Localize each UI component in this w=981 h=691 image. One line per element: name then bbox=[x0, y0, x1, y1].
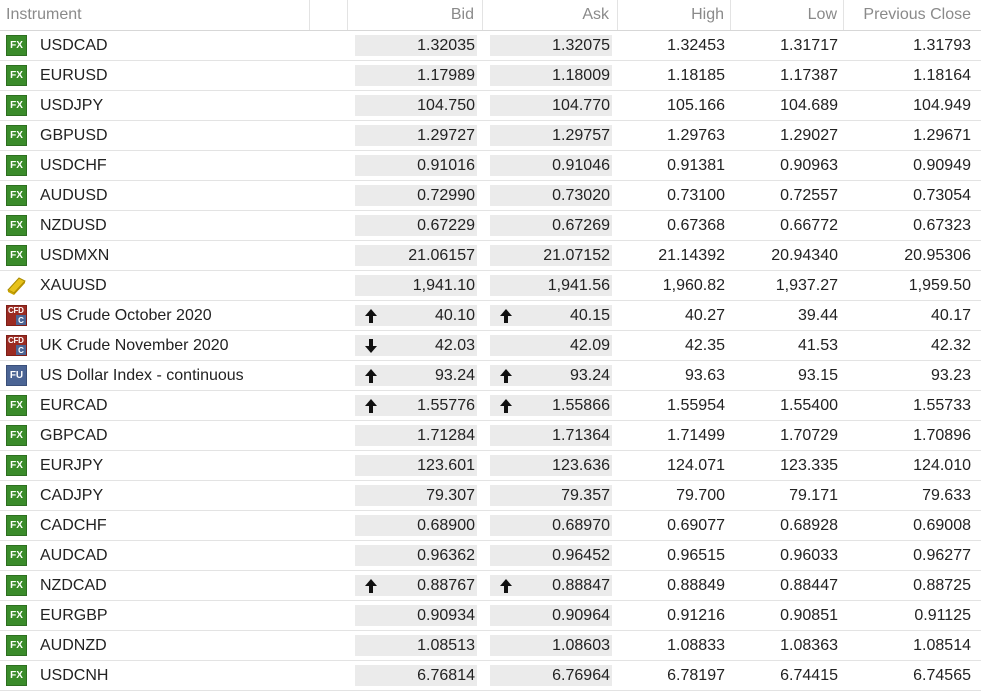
low-cell: 1.31717 bbox=[780, 36, 838, 54]
blank-cell bbox=[310, 421, 348, 450]
bid-cell[interactable] bbox=[348, 631, 483, 660]
instrument-cell bbox=[0, 121, 310, 150]
ask-value: 1.18009 bbox=[552, 66, 610, 84]
fx-icon: FX bbox=[6, 185, 27, 206]
bid-value: 0.72990 bbox=[417, 186, 475, 204]
instrument-cell bbox=[0, 271, 310, 300]
bid-cell[interactable] bbox=[348, 181, 483, 210]
ask-value: 1.55866 bbox=[552, 396, 610, 414]
instrument-cell bbox=[0, 601, 310, 630]
table-row[interactable] bbox=[0, 241, 981, 271]
bid-value: 0.90934 bbox=[417, 606, 475, 624]
low-cell: 0.68928 bbox=[780, 516, 838, 534]
previous-close-cell: 1.70896 bbox=[913, 426, 971, 444]
ask-cell[interactable] bbox=[483, 271, 618, 300]
fx-icon: FX bbox=[6, 215, 27, 236]
col-header-previous-close[interactable]: Previous Close bbox=[863, 6, 971, 23]
table-row[interactable] bbox=[0, 631, 981, 661]
bid-cell[interactable] bbox=[348, 601, 483, 630]
previous-close-cell: 124.010 bbox=[913, 456, 971, 474]
blank-cell bbox=[310, 571, 348, 600]
table-row[interactable] bbox=[0, 151, 981, 181]
table-row[interactable] bbox=[0, 271, 981, 301]
fx-icon: FX bbox=[6, 455, 27, 476]
previous-close-cell: 0.69008 bbox=[913, 516, 971, 534]
ask-cell[interactable] bbox=[483, 31, 618, 60]
ask-value: 1.29757 bbox=[552, 126, 610, 144]
arrow-up-icon bbox=[500, 391, 512, 420]
bid-cell[interactable] bbox=[348, 241, 483, 270]
bid-cell[interactable] bbox=[348, 541, 483, 570]
ask-cell[interactable] bbox=[483, 331, 618, 360]
ask-value: 0.67269 bbox=[552, 216, 610, 234]
instrument-name[interactable]: USDCAD bbox=[40, 36, 108, 54]
high-cell: 40.27 bbox=[684, 306, 725, 324]
high-cell: 21.14392 bbox=[658, 246, 725, 264]
bid-value: 0.67229 bbox=[417, 216, 475, 234]
instrument-name[interactable]: US Crude October 2020 bbox=[40, 306, 212, 324]
ask-cell[interactable] bbox=[483, 571, 618, 600]
bid-value: 21.06157 bbox=[408, 246, 475, 264]
ask-value: 0.90964 bbox=[552, 606, 610, 624]
blank-cell bbox=[310, 241, 348, 270]
arrow-up-icon bbox=[500, 301, 512, 330]
high-cell: 1.08833 bbox=[667, 636, 725, 654]
ask-value: 1,941.56 bbox=[547, 276, 610, 294]
instrument-name[interactable]: UK Crude November 2020 bbox=[40, 336, 229, 354]
blank-cell bbox=[310, 391, 348, 420]
high-cell: 1,960.82 bbox=[662, 276, 725, 294]
cfd-icon-sublabel: C bbox=[16, 345, 26, 355]
previous-close-cell: 1.31793 bbox=[913, 36, 971, 54]
col-header-bid[interactable]: Bid bbox=[348, 0, 483, 30]
instrument-name[interactable]: USDMXN bbox=[40, 246, 110, 264]
col-header-blank bbox=[310, 0, 348, 30]
instrument-name[interactable]: AUDCAD bbox=[40, 546, 108, 564]
instrument-cell bbox=[0, 661, 310, 690]
blank-cell bbox=[310, 361, 348, 390]
high-cell: 93.63 bbox=[684, 366, 725, 384]
bid-cell[interactable] bbox=[348, 331, 483, 360]
table-row[interactable] bbox=[0, 511, 981, 541]
table-row[interactable] bbox=[0, 451, 981, 481]
fx-icon: FX bbox=[6, 35, 27, 56]
instrument-cell bbox=[0, 31, 310, 60]
bid-cell[interactable] bbox=[348, 91, 483, 120]
bid-value: 123.601 bbox=[417, 456, 475, 474]
instrument-cell bbox=[0, 151, 310, 180]
fx-icon: FX bbox=[6, 125, 27, 146]
bid-cell[interactable] bbox=[348, 421, 483, 450]
bid-value: 104.750 bbox=[417, 96, 475, 114]
instrument-name[interactable]: AUDUSD bbox=[40, 186, 108, 204]
fx-icon: FX bbox=[6, 155, 27, 176]
previous-close-cell: 0.88725 bbox=[913, 576, 971, 594]
high-cell: 0.73100 bbox=[667, 186, 725, 204]
low-cell: 0.72557 bbox=[780, 186, 838, 204]
ask-cell[interactable] bbox=[483, 601, 618, 630]
table-row[interactable] bbox=[0, 91, 981, 121]
cfd-icon-sublabel: C bbox=[16, 315, 26, 325]
instrument-cell bbox=[0, 631, 310, 660]
low-cell: 1.08363 bbox=[780, 636, 838, 654]
bid-value: 0.96362 bbox=[417, 546, 475, 564]
instrument-name[interactable]: AUDNZD bbox=[40, 636, 107, 654]
ask-value: 0.96452 bbox=[552, 546, 610, 564]
ask-value: 40.15 bbox=[569, 306, 610, 324]
ask-value: 6.76964 bbox=[552, 666, 610, 684]
ask-cell[interactable] bbox=[483, 391, 618, 420]
cfd-icon-label: CFD bbox=[8, 306, 24, 315]
bid-cell[interactable] bbox=[348, 151, 483, 180]
previous-close-cell: 1,959.50 bbox=[908, 276, 971, 294]
blank-cell bbox=[310, 331, 348, 360]
ask-value: 93.24 bbox=[569, 366, 610, 384]
table-row[interactable] bbox=[0, 661, 981, 691]
table-row[interactable] bbox=[0, 361, 981, 391]
cfd-icon bbox=[6, 305, 27, 326]
table-row[interactable] bbox=[0, 331, 981, 361]
ask-cell[interactable] bbox=[483, 91, 618, 120]
bid-cell[interactable] bbox=[348, 301, 483, 330]
table-row[interactable] bbox=[0, 301, 981, 331]
previous-close-cell: 0.90949 bbox=[913, 156, 971, 174]
previous-close-cell: 42.32 bbox=[930, 336, 971, 354]
instrument-cell bbox=[0, 91, 310, 120]
instrument-name[interactable]: USDJPY bbox=[40, 96, 104, 114]
col-header-instrument[interactable]: Instrument bbox=[0, 0, 310, 30]
futures-icon: FU bbox=[6, 365, 27, 386]
ask-cell[interactable] bbox=[483, 151, 618, 180]
blank-cell bbox=[310, 481, 348, 510]
high-cell: 124.071 bbox=[667, 456, 725, 474]
low-cell: 0.96033 bbox=[780, 546, 838, 564]
table-row[interactable] bbox=[0, 61, 981, 91]
table-row[interactable] bbox=[0, 571, 981, 601]
high-cell: 0.69077 bbox=[667, 516, 725, 534]
instrument-cell bbox=[0, 421, 310, 450]
high-cell: 0.67368 bbox=[667, 216, 725, 234]
ask-value: 0.73020 bbox=[552, 186, 610, 204]
ask-cell[interactable] bbox=[483, 361, 618, 390]
high-cell: 105.166 bbox=[667, 96, 725, 114]
fx-icon: FX bbox=[6, 575, 27, 596]
fx-icon: FX bbox=[6, 485, 27, 506]
bid-value: 93.24 bbox=[434, 366, 475, 384]
blank-cell bbox=[310, 271, 348, 300]
instrument-cell bbox=[0, 571, 310, 600]
previous-close-cell: 20.95306 bbox=[904, 246, 971, 264]
bid-cell[interactable] bbox=[348, 571, 483, 600]
instrument-cell bbox=[0, 391, 310, 420]
fx-icon: FX bbox=[6, 425, 27, 446]
instrument-name[interactable]: NZDCAD bbox=[40, 576, 107, 594]
instrument-name[interactable]: GBPCAD bbox=[40, 426, 108, 444]
high-cell: 1.32453 bbox=[667, 36, 725, 54]
ask-value: 0.88847 bbox=[552, 576, 610, 594]
previous-close-cell: 40.17 bbox=[930, 306, 971, 324]
bid-value: 1.71284 bbox=[417, 426, 475, 444]
high-cell: 1.18185 bbox=[667, 66, 725, 84]
instrument-cell bbox=[0, 241, 310, 270]
arrow-up-icon bbox=[365, 361, 377, 390]
high-cell: 1.71499 bbox=[667, 426, 725, 444]
ask-cell[interactable] bbox=[483, 631, 618, 660]
previous-close-cell: 79.633 bbox=[922, 486, 971, 504]
low-cell: 79.171 bbox=[789, 486, 838, 504]
blank-cell bbox=[310, 211, 348, 240]
ask-cell[interactable] bbox=[483, 451, 618, 480]
low-cell: 6.74415 bbox=[780, 666, 838, 684]
arrow-down-icon bbox=[365, 331, 377, 360]
table-row[interactable] bbox=[0, 541, 981, 571]
previous-close-cell: 0.73054 bbox=[913, 186, 971, 204]
previous-close-cell: 6.74565 bbox=[913, 666, 971, 684]
low-cell: 1.29027 bbox=[780, 126, 838, 144]
ask-cell[interactable] bbox=[483, 421, 618, 450]
arrow-up-icon bbox=[365, 301, 377, 330]
ask-value: 123.636 bbox=[552, 456, 610, 474]
low-cell: 104.689 bbox=[780, 96, 838, 114]
fx-icon: FX bbox=[6, 395, 27, 416]
previous-close-cell: 0.91125 bbox=[914, 606, 971, 624]
previous-close-cell: 104.949 bbox=[913, 96, 971, 114]
ask-cell[interactable] bbox=[483, 511, 618, 540]
instrument-cell bbox=[0, 541, 310, 570]
low-cell: 41.53 bbox=[797, 336, 838, 354]
bid-cell[interactable] bbox=[348, 451, 483, 480]
fx-icon: FX bbox=[6, 635, 27, 656]
high-cell: 42.35 bbox=[684, 336, 725, 354]
high-cell: 6.78197 bbox=[667, 666, 725, 684]
blank-cell bbox=[310, 31, 348, 60]
low-cell: 20.94340 bbox=[771, 246, 838, 264]
gold-bar-icon bbox=[6, 275, 27, 296]
table-row[interactable] bbox=[0, 481, 981, 511]
low-cell: 1.55400 bbox=[780, 396, 838, 414]
fx-icon: FX bbox=[6, 95, 27, 116]
ask-value: 1.71364 bbox=[552, 426, 610, 444]
fx-icon: FX bbox=[6, 665, 27, 686]
bid-cell[interactable] bbox=[348, 121, 483, 150]
blank-cell bbox=[310, 121, 348, 150]
fx-icon: FX bbox=[6, 65, 27, 86]
previous-close-cell: 1.18164 bbox=[913, 66, 971, 84]
instrument-cell bbox=[0, 511, 310, 540]
instrument-name[interactable]: EURUSD bbox=[40, 66, 108, 84]
low-cell: 1,937.27 bbox=[775, 276, 838, 294]
arrow-up-icon bbox=[365, 391, 377, 420]
bid-cell[interactable] bbox=[348, 391, 483, 420]
bid-cell[interactable] bbox=[348, 361, 483, 390]
previous-close-cell: 0.96277 bbox=[913, 546, 971, 564]
cfd-icon-label: CFD bbox=[8, 336, 24, 345]
high-cell: 0.91216 bbox=[667, 606, 725, 624]
previous-close-cell: 1.08514 bbox=[913, 636, 971, 654]
high-cell: 79.700 bbox=[676, 486, 725, 504]
table-row[interactable] bbox=[0, 211, 981, 241]
table-row[interactable] bbox=[0, 121, 981, 151]
bid-value: 1.17989 bbox=[417, 66, 475, 84]
blank-cell bbox=[310, 541, 348, 570]
instrument-name[interactable]: XAUUSD bbox=[40, 276, 107, 294]
instrument-name[interactable]: NZDUSD bbox=[40, 216, 107, 234]
instrument-cell bbox=[0, 331, 310, 360]
low-cell: 0.90851 bbox=[780, 606, 838, 624]
ask-value: 104.770 bbox=[552, 96, 610, 114]
previous-close-cell: 93.23 bbox=[930, 366, 971, 384]
bid-value: 1.55776 bbox=[417, 396, 475, 414]
high-cell: 1.55954 bbox=[667, 396, 725, 414]
table-body bbox=[0, 31, 981, 691]
ask-cell[interactable] bbox=[483, 121, 618, 150]
bid-cell[interactable] bbox=[348, 271, 483, 300]
ask-cell[interactable] bbox=[483, 211, 618, 240]
fx-icon: FX bbox=[6, 605, 27, 626]
instrument-cell bbox=[0, 481, 310, 510]
ask-value: 1.08603 bbox=[552, 636, 610, 654]
blank-cell bbox=[310, 151, 348, 180]
low-cell: 1.70729 bbox=[780, 426, 838, 444]
instrument-name[interactable]: US Dollar Index - continuous bbox=[40, 366, 244, 384]
low-cell: 0.90963 bbox=[780, 156, 838, 174]
previous-close-cell: 1.55733 bbox=[913, 396, 971, 414]
col-header-ask[interactable]: Ask bbox=[483, 0, 618, 30]
ask-value: 42.09 bbox=[569, 336, 610, 354]
table-row[interactable] bbox=[0, 391, 981, 421]
bid-value: 1.08513 bbox=[417, 636, 475, 654]
instrument-name[interactable]: CADCHF bbox=[40, 516, 107, 534]
blank-cell bbox=[310, 601, 348, 630]
instrument-cell bbox=[0, 361, 310, 390]
table-row[interactable] bbox=[0, 601, 981, 631]
blank-cell bbox=[310, 631, 348, 660]
ask-value: 79.357 bbox=[561, 486, 610, 504]
low-cell: 0.88447 bbox=[780, 576, 838, 594]
bid-value: 42.03 bbox=[434, 336, 475, 354]
instrument-cell bbox=[0, 451, 310, 480]
instrument-name[interactable]: EURGBP bbox=[40, 606, 108, 624]
ask-value: 21.07152 bbox=[543, 246, 610, 264]
high-cell: 0.91381 bbox=[667, 156, 725, 174]
blank-cell bbox=[310, 451, 348, 480]
cfd-icon bbox=[6, 335, 27, 356]
table-row[interactable] bbox=[0, 31, 981, 61]
low-cell: 0.66772 bbox=[780, 216, 838, 234]
ask-cell[interactable] bbox=[483, 301, 618, 330]
ask-cell[interactable] bbox=[483, 181, 618, 210]
arrow-up-icon bbox=[500, 361, 512, 390]
bid-value: 1.29727 bbox=[417, 126, 475, 144]
instrument-name[interactable]: EURCAD bbox=[40, 396, 108, 414]
high-cell: 1.29763 bbox=[667, 126, 725, 144]
bid-value: 0.91016 bbox=[417, 156, 475, 174]
low-cell: 39.44 bbox=[797, 306, 838, 324]
bid-value: 40.10 bbox=[434, 306, 475, 324]
bid-value: 0.68900 bbox=[417, 516, 475, 534]
previous-close-cell: 1.29671 bbox=[913, 126, 971, 144]
blank-cell bbox=[310, 181, 348, 210]
high-cell: 0.88849 bbox=[667, 576, 725, 594]
bid-cell[interactable] bbox=[348, 481, 483, 510]
ask-value: 0.68970 bbox=[552, 516, 610, 534]
instrument-cell bbox=[0, 181, 310, 210]
col-header-high[interactable]: High bbox=[618, 0, 731, 30]
ask-cell[interactable] bbox=[483, 541, 618, 570]
instrument-name[interactable]: CADJPY bbox=[40, 486, 104, 504]
bid-cell[interactable] bbox=[348, 31, 483, 60]
blank-cell bbox=[310, 61, 348, 90]
header-row bbox=[0, 0, 981, 31]
instrument-cell bbox=[0, 211, 310, 240]
ask-cell[interactable] bbox=[483, 61, 618, 90]
blank-cell bbox=[310, 661, 348, 690]
ask-cell[interactable] bbox=[483, 241, 618, 270]
bid-cell[interactable] bbox=[348, 661, 483, 690]
blank-cell bbox=[310, 511, 348, 540]
bid-cell[interactable] bbox=[348, 211, 483, 240]
instrument-cell bbox=[0, 301, 310, 330]
low-cell: 123.335 bbox=[780, 456, 838, 474]
bid-value: 1,941.10 bbox=[412, 276, 475, 294]
bid-cell[interactable] bbox=[348, 511, 483, 540]
blank-cell bbox=[310, 301, 348, 330]
ask-value: 1.32075 bbox=[552, 36, 610, 54]
fx-icon: FX bbox=[6, 245, 27, 266]
arrow-up-icon bbox=[500, 571, 512, 600]
arrow-up-icon bbox=[365, 571, 377, 600]
fx-icon: FX bbox=[6, 515, 27, 536]
ask-value: 0.91046 bbox=[552, 156, 610, 174]
instrument-cell bbox=[0, 61, 310, 90]
low-cell: 1.17387 bbox=[780, 66, 838, 84]
ask-cell[interactable] bbox=[483, 481, 618, 510]
low-cell: 93.15 bbox=[797, 366, 838, 384]
bid-value: 6.76814 bbox=[417, 666, 475, 684]
ask-cell[interactable] bbox=[483, 661, 618, 690]
instrument-name[interactable]: EURJPY bbox=[40, 456, 104, 474]
bid-value: 0.88767 bbox=[417, 576, 475, 594]
instrument-name[interactable]: GBPUSD bbox=[40, 126, 108, 144]
fx-icon: FX bbox=[6, 545, 27, 566]
bid-value: 79.307 bbox=[426, 486, 475, 504]
previous-close-cell: 0.67323 bbox=[913, 216, 971, 234]
blank-cell bbox=[310, 91, 348, 120]
bid-cell[interactable] bbox=[348, 61, 483, 90]
table-row[interactable] bbox=[0, 421, 981, 451]
high-cell: 0.96515 bbox=[667, 546, 725, 564]
col-header-low[interactable]: Low bbox=[731, 0, 844, 30]
table-row[interactable] bbox=[0, 181, 981, 211]
instrument-name[interactable]: USDCNH bbox=[40, 666, 109, 684]
bid-value: 1.32035 bbox=[417, 36, 475, 54]
instrument-name[interactable]: USDCHF bbox=[40, 156, 107, 174]
